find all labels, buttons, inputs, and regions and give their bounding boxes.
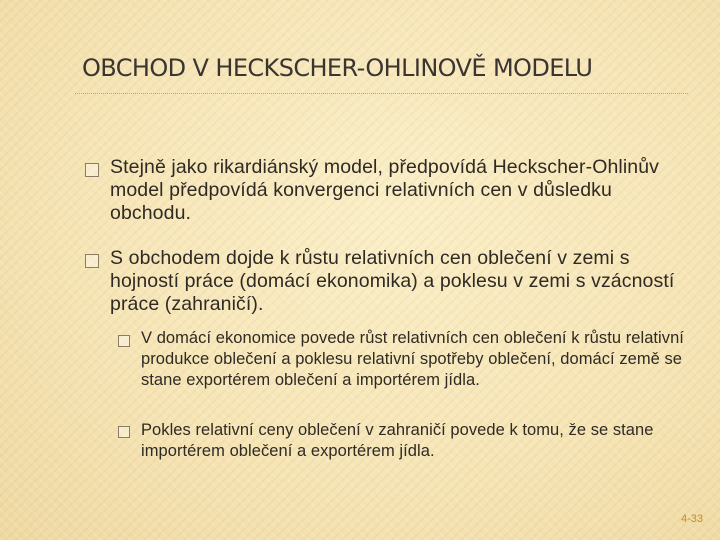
sub-bullet-box-icon <box>118 426 130 438</box>
slide-number: 4-33 <box>680 513 703 525</box>
title-divider <box>75 93 688 94</box>
sub-bullet-1-text: V domácí ekonomice povede růst relativních cen oblečení k růstu relativní produkce oblečení a poklesu relativní spotřeby oblečení, domácí země se stane exportérem oblečení a importérem jídla. <box>141 329 684 389</box>
bullet-2-text: S obchodem dojde k růstu relativních cen oblečení v zemi s hojností práce (domácí ekonomika) a poklesu v zemi s vzácností práce (zahraničí). <box>110 247 675 315</box>
sub-bullet-2-text: Pokles relativní ceny oblečení v zahraničí povede k tomu, že se stane importérem oblečení a exportérem jídla. <box>141 421 654 460</box>
slide-title: OBCHOD V HECKSCHER-OHLINOVĚ MODELU <box>82 54 593 82</box>
bullet-1-text: Stejně jako rikardiánský model, předpovídá Heckscher-Ohlinův model předpovídá konvergenci relativních cen v důsledku obchodu. <box>110 156 660 224</box>
sub-bullet-box-icon <box>118 335 130 347</box>
bullet-box-icon <box>85 254 99 268</box>
bullet-box-icon <box>85 163 99 177</box>
